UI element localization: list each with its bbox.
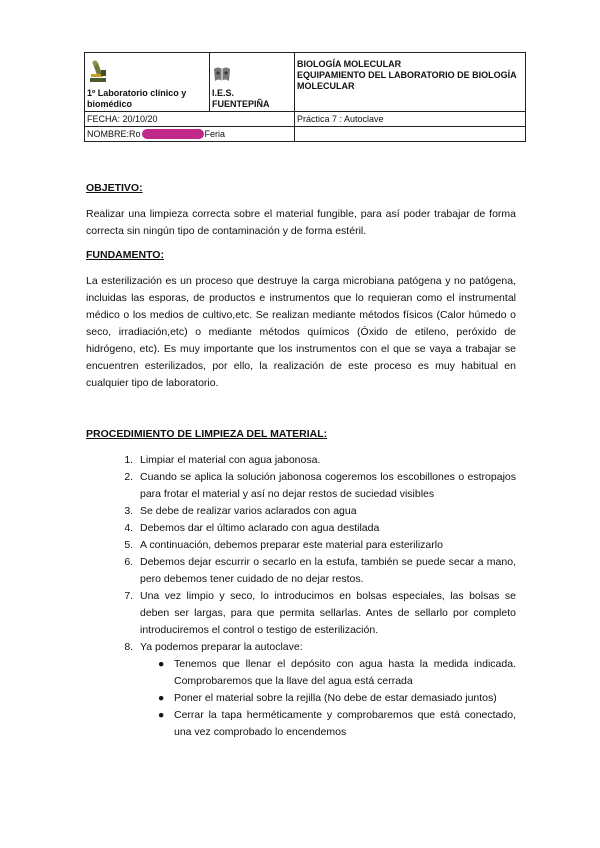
bullet-text: Poner el material sobre la rejilla (No debe de estar demasiado juntos)	[174, 692, 497, 704]
bullet-dot-icon: ●	[158, 692, 165, 704]
foundation-heading: FUNDAMENTO:	[86, 249, 164, 261]
step-item: 7. Una vez limpio y seco, lo introducimos en bolsas especiales, las bolsas se deben ser largas, para que permita sellarlas. Antes de sellarlo por completo introduciremos el control o testigo de esterilización.	[136, 588, 516, 639]
microscope-logo-icon	[87, 60, 109, 84]
procedure-steps	[86, 452, 516, 741]
empty-cell	[295, 127, 526, 142]
step-item	[136, 639, 516, 741]
objective-heading: OBJETIVO:	[86, 182, 143, 194]
step-item: 1. Limpiar el material con agua jabonosa.	[136, 452, 516, 469]
autoclave-bullets	[140, 656, 516, 741]
subject-line-2: EQUIPAMIENTO DEL LABORATORIO DE BIOLOGÍA MOLECULAR	[297, 70, 517, 91]
date-cell: FECHA: 20/10/20	[85, 112, 295, 127]
header-table	[84, 52, 526, 142]
procedure-heading: PROCEDIMIENTO DE LIMPIEZA DEL MATERIAL:	[86, 428, 328, 440]
redaction-mark	[142, 129, 204, 139]
bullet-item	[158, 707, 516, 741]
bullet-item	[158, 656, 516, 690]
school-label: I.E.S. FUENTEPIÑA	[212, 88, 270, 109]
subject-cell	[295, 53, 526, 112]
bullet-dot-icon: ●	[158, 709, 165, 721]
bullet-dot-icon: ●	[158, 658, 165, 670]
name-suffix: Feria	[204, 128, 226, 139]
step-item: 4. Debemos dar el último aclarado con agua destilada	[136, 520, 516, 537]
name-prefix: NOMBRE:Ro	[87, 128, 141, 139]
course-cell	[85, 53, 210, 112]
bullet-text: Cerrar la tapa herméticamente y comprobaremos que está conectado, una vez comprobado lo encendemos	[174, 709, 516, 738]
school-logo-icon	[212, 65, 232, 85]
practice-cell: Práctica 7 : Autoclave	[295, 112, 526, 127]
document-body	[86, 180, 516, 741]
step-item: 5. A continuación, debemos preparar este material para esterilizarlo	[136, 537, 516, 554]
step-item-text: Ya podemos preparar la autoclave:	[140, 641, 303, 653]
name-cell	[85, 127, 295, 142]
step-item: 3. Se debe de realizar varios aclarados con agua	[136, 503, 516, 520]
bullet-text: Tenemos que llenar el depósito con agua hasta la medida indicada. Comprobaremos que la llave del agua está cerrada	[174, 658, 516, 687]
course-label: 1º Laboratorio clínico y biomédico	[87, 88, 187, 109]
foundation-text: La esterilización es un proceso que destruye la carga microbiana patógena y no patógena, incluidas las esporas, de productos e instrumentos que lo requieran como el instrumental médico o los medios de cultivo,etc. Se realizan mediante métodos físicos (Calor húmedo o seco, irradiación,etc) o mediante métodos químicos (Óxido de etileno, peróxido de hidrógeno, etc). Es muy importante que los instrumentos con el que se vaya a trabajar se encuentren esterilizados, por ello, la realización de este proceso es muy habitual en cualquier tipo de laboratorio.	[86, 275, 516, 389]
subject-line-1: BIOLOGÍA MOLECULAR	[297, 59, 402, 69]
step-item: 2. Cuando se aplica la solución jabonosa cogeremos los escobillones o estropajos para frotar el material y así no dejar restos de suciedad visibles	[136, 469, 516, 503]
bullet-item	[158, 690, 516, 707]
objective-text: Realizar una limpieza correcta sobre el material fungible, para así poder trabajar de forma correcta sin ningún tipo de contaminación y de forma estéril.	[86, 208, 516, 237]
school-cell	[210, 53, 295, 112]
step-item: 6. Debemos dejar escurrir o secarlo en la estufa, también se puede secar a mano, pero debemos tener cuidado de no dejar restos.	[136, 554, 516, 588]
